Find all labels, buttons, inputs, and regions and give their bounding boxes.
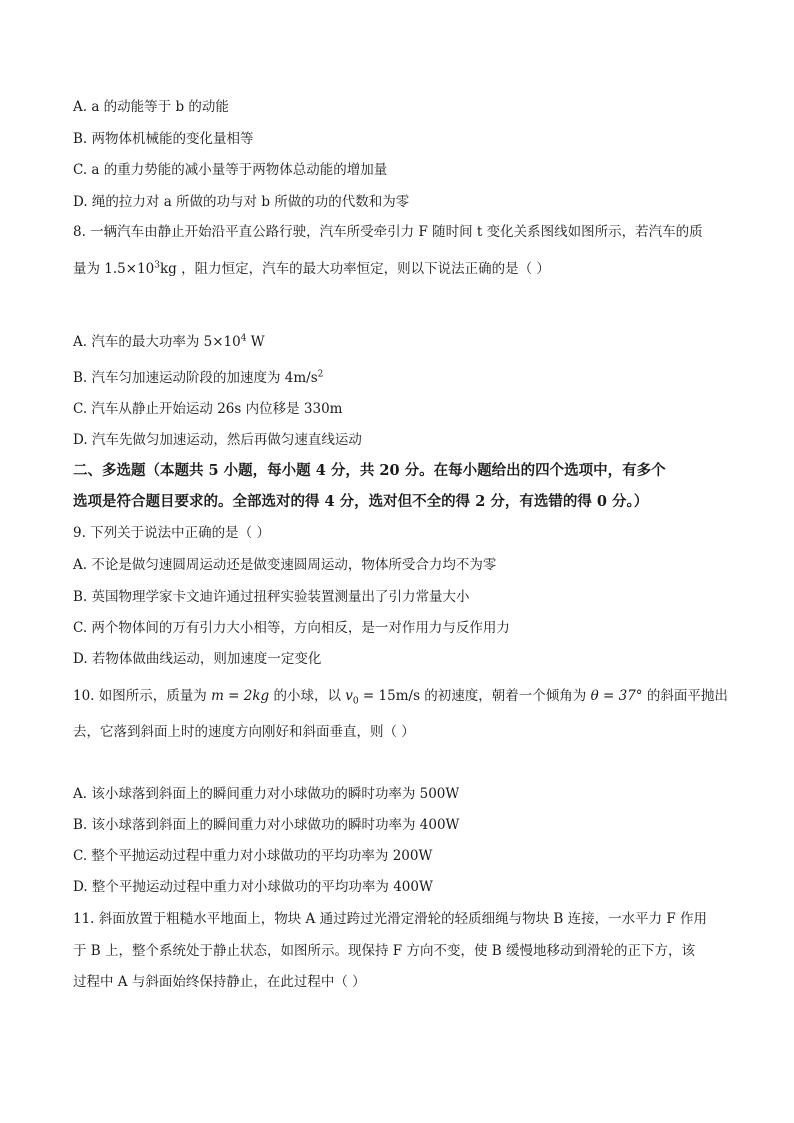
q8-stem-line2 <box>73 261 550 277</box>
q10-option-c: C. 整个平抛运动过程中重力对小球做功的平均功率为 200W <box>73 848 433 864</box>
q11-stem-line3: 过程中 A 与斜面始终保持静止，在此过程中（ ） <box>73 974 366 990</box>
q7-option-b: B. 两物体机械能的变化量相等 <box>73 131 254 147</box>
q10-mass: m = 2kg <box>211 688 270 704</box>
q8-option-b <box>73 370 323 386</box>
q10-option-b: B. 该小球落到斜面上的瞬间重力对小球做功的瞬时功率为 400W <box>73 817 460 833</box>
q9-option-d: D. 若物体做曲线运动，则加速度一定变化 <box>73 651 322 667</box>
q10-stem-line1 <box>73 688 728 707</box>
q10-stem-part-c: 的小球，以 <box>269 688 346 704</box>
q10-option-d: D. 整个平抛运动过程中重力对小球做功的平均功率为 400W <box>73 879 433 895</box>
q9-option-c: C. 两个物体间的万有引力大小相等，方向相反，是一对作用力与反作用力 <box>73 620 510 636</box>
q10-angle: θ = 37° <box>590 688 643 704</box>
q10-stem-line2: 去，它落到斜面上时的速度方向刚好和斜面垂直，则（ ） <box>73 724 415 740</box>
q8-option-d: D. 汽车先做匀加速运动，然后再做匀速直线运动 <box>73 432 362 448</box>
q10-stem-part-i: 的斜面平抛出 <box>642 688 728 704</box>
q11-stem-line2: 于 B 上，整个系统处于静止状态，如图所示。现保持 F 方向不变，使 B 缓慢地移动到滑轮的正下方，该 <box>73 943 695 959</box>
q8-option-a-post: W <box>246 334 265 350</box>
q8-stem-line1: 8. 一辆汽车由静止开始沿平直公路行驶，汽车所受牵引力 F 随时间 t 变化关系图线如图所示，若汽车的质 <box>73 224 703 240</box>
q8-option-a-exp: 4 <box>240 333 247 344</box>
q8-option-b-exp: 2 <box>317 369 324 380</box>
section2-heading-line1: 二、多选题（本题共 5 小题，每小题 4 分，共 20 分。在每小题给出的四个选项中，有多个 <box>73 462 666 479</box>
q8-stem-line2-pre: 量为 1.5×10 <box>73 261 155 277</box>
q7-option-a: A. a 的动能等于 b 的动能 <box>73 99 229 115</box>
q10-velocity-value: = 15m/s <box>358 688 420 704</box>
q9-stem: 9. 下列关于说法中正确的是（ ） <box>73 525 270 541</box>
q9-option-b: B. 英国物理学家卡文迪许通过扭秤实验装置测量出了引力常量大小 <box>73 589 470 605</box>
q8-option-a-pre: A. 汽车的最大功率为 5×10 <box>73 334 241 350</box>
q10-velocity-subscript: 0 <box>352 696 359 707</box>
q8-option-a <box>73 334 265 350</box>
section2-heading-line2: 选项是符合题目要求的。全部选对的得 4 分，选对但不全的得 2 分，有选错的得 0 分。） <box>73 493 649 510</box>
q8-stem-line2-exp: 3 <box>154 260 160 271</box>
q8-option-b-pre: B. 汽车匀加速运动阶段的加速度为 4m/s <box>73 370 318 386</box>
q10-option-a: A. 该小球落到斜面上的瞬间重力对小球做功的瞬时功率为 500W <box>73 786 460 802</box>
q7-option-d: D. 绳的拉力对 a 所做的功与对 b 所做的功的代数和为零 <box>73 194 410 210</box>
q7-option-c: C. a 的重力势能的减小量等于两物体总动能的增加量 <box>73 162 388 178</box>
q10-stem-part-a: 10. 如图所示，质量为 <box>73 688 212 704</box>
q11-stem-line1: 11. 斜面放置于粗糙水平地面上，物块 A 通过跨过光滑定滑轮的轻质细绳与物块 B 连接，一水平力 F 作用 <box>73 911 708 927</box>
q8-stem-line2-post: kg ，阻力恒定，汽车的最大功率恒定，则以下说法正确的是（ ） <box>160 261 550 277</box>
q10-velocity-symbol: v <box>345 688 353 704</box>
q8-option-c: C. 汽车从静止开始运动 26s 内位移是 330m <box>73 401 343 417</box>
q10-stem-part-g: 的初速度，朝着一个倾角为 <box>420 688 591 704</box>
q9-option-a: A. 不论是做匀速圆周运动还是做变速圆周运动，物体所受合力均不为零 <box>73 557 497 573</box>
